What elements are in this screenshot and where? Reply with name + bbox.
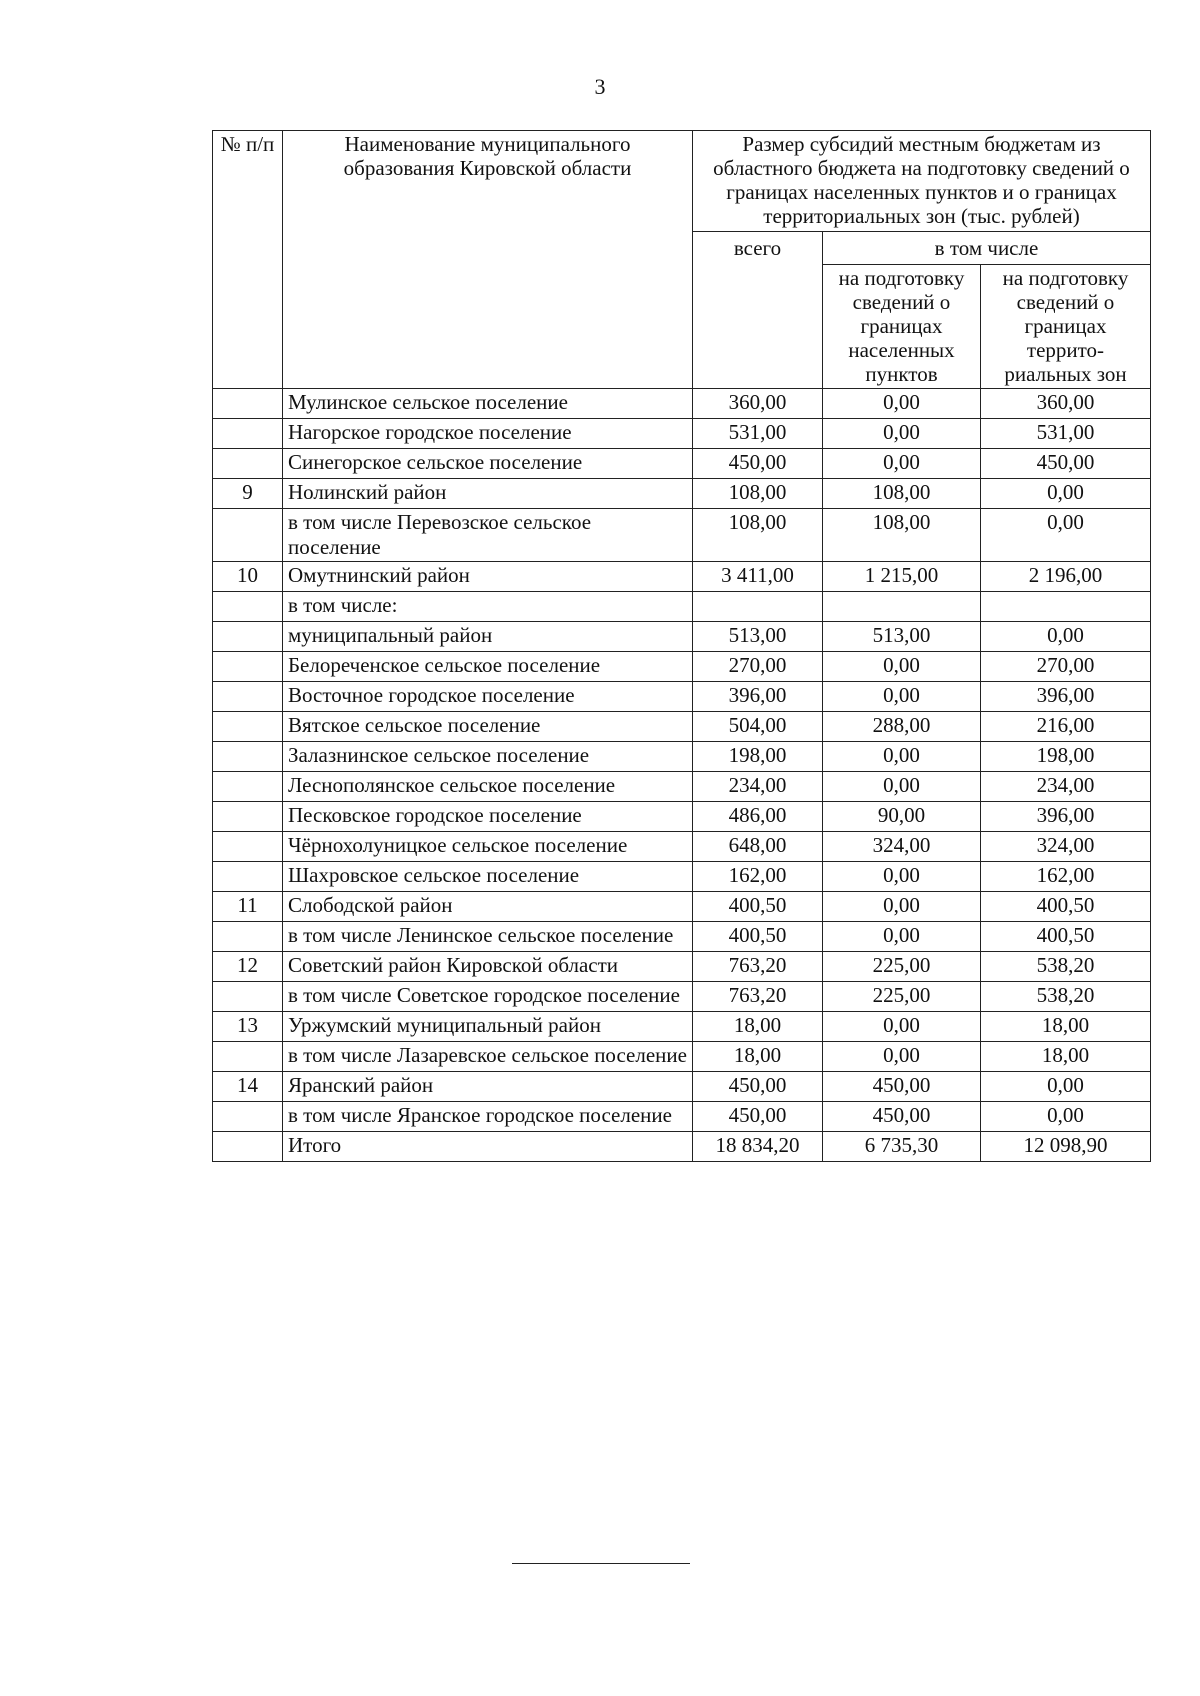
header-settlements: на подготовку сведений о границах населенных пунктов: [823, 264, 981, 389]
cell-name: Слободской район: [283, 891, 693, 921]
cell-total: 763,20: [693, 981, 823, 1011]
cell-zones: 162,00: [981, 861, 1151, 891]
table-row: [213, 449, 1151, 479]
table-row: [213, 801, 1151, 831]
cell-num: [213, 449, 283, 479]
cell-name: муниципальный район: [283, 621, 693, 651]
cell-settlements: 108,00: [823, 509, 981, 561]
table-row: [213, 921, 1151, 951]
table-row: [213, 951, 1151, 981]
cell-name: в том числе Ленинское сельское поселение: [283, 921, 693, 951]
cell-zones: 324,00: [981, 831, 1151, 861]
table-row: [213, 861, 1151, 891]
cell-zones: 270,00: [981, 651, 1151, 681]
cell-num: [213, 801, 283, 831]
cell-settlements: 0,00: [823, 1041, 981, 1071]
cell-zones: 18,00: [981, 1011, 1151, 1041]
cell-num: [213, 771, 283, 801]
cell-num: 13: [213, 1011, 283, 1041]
cell-name: в том числе Советское городское поселение: [283, 981, 693, 1011]
cell-settlements: 450,00: [823, 1101, 981, 1131]
table-row: [213, 681, 1151, 711]
cell-num: [213, 1041, 283, 1071]
cell-settlements: 0,00: [823, 861, 981, 891]
cell-num: 9: [213, 479, 283, 509]
subsidy-table: [212, 130, 1151, 1162]
cell-num: [213, 861, 283, 891]
cell-zones: [981, 591, 1151, 621]
cell-settlements: 0,00: [823, 681, 981, 711]
cell-num: [213, 711, 283, 741]
cell-zones: 0,00: [981, 509, 1151, 561]
table-row: [213, 419, 1151, 449]
cell-total: 198,00: [693, 741, 823, 771]
cell-settlements: 0,00: [823, 771, 981, 801]
cell-name: Чёрнохолуницкое сельское поселение: [283, 831, 693, 861]
header-including: в том числе: [823, 231, 1151, 264]
cell-total: 531,00: [693, 419, 823, 449]
cell-zones: 2 196,00: [981, 561, 1151, 591]
cell-total: 18,00: [693, 1011, 823, 1041]
cell-name: Мулинское сельское поселение: [283, 389, 693, 419]
cell-total: 400,50: [693, 891, 823, 921]
cell-settlements: 90,00: [823, 801, 981, 831]
table-row: [213, 1071, 1151, 1101]
cell-name: Яранский район: [283, 1071, 693, 1101]
cell-zones: 12 098,90: [981, 1131, 1151, 1161]
cell-name: Песковское городское поселение: [283, 801, 693, 831]
table-row: [213, 1011, 1151, 1041]
cell-zones: 234,00: [981, 771, 1151, 801]
cell-name: в том числе Перевозское сельское поселение: [283, 509, 693, 561]
cell-num: [213, 681, 283, 711]
cell-zones: 396,00: [981, 801, 1151, 831]
cell-num: [213, 419, 283, 449]
table-row: [213, 891, 1151, 921]
cell-zones: 538,20: [981, 981, 1151, 1011]
cell-name: Вятское сельское поселение: [283, 711, 693, 741]
table-body: [213, 389, 1151, 1161]
cell-settlements: 324,00: [823, 831, 981, 861]
cell-total: 450,00: [693, 1101, 823, 1131]
cell-total: 513,00: [693, 621, 823, 651]
cell-total: [693, 591, 823, 621]
cell-name: Леснополянское сельское поселение: [283, 771, 693, 801]
cell-num: [213, 591, 283, 621]
header-zones: на подготовку сведений о границах террито-риальных зон: [981, 264, 1151, 389]
table-row: [213, 561, 1151, 591]
cell-num: [213, 389, 283, 419]
cell-num: 10: [213, 561, 283, 591]
cell-total: 3 411,00: [693, 561, 823, 591]
cell-name: Омутнинский район: [283, 561, 693, 591]
table-row: [213, 621, 1151, 651]
header-name: Наименование муниципального образования Кировской области: [283, 131, 693, 389]
cell-num: [213, 651, 283, 681]
cell-total: 486,00: [693, 801, 823, 831]
cell-total: 450,00: [693, 1071, 823, 1101]
cell-zones: 450,00: [981, 449, 1151, 479]
cell-zones: 400,50: [981, 921, 1151, 951]
cell-num: 11: [213, 891, 283, 921]
cell-settlements: 513,00: [823, 621, 981, 651]
cell-settlements: 288,00: [823, 711, 981, 741]
cell-settlements: 225,00: [823, 951, 981, 981]
cell-name: Нагорское городское поселение: [283, 419, 693, 449]
cell-name: Итого: [283, 1131, 693, 1161]
table-row: [213, 981, 1151, 1011]
cell-name: Восточное городское поселение: [283, 681, 693, 711]
cell-settlements: [823, 591, 981, 621]
table-row: [213, 1041, 1151, 1071]
cell-settlements: 0,00: [823, 1011, 981, 1041]
cell-name: в том числе Яранское городское поселение: [283, 1101, 693, 1131]
table-row: [213, 509, 1151, 561]
cell-num: [213, 1131, 283, 1161]
cell-zones: 0,00: [981, 479, 1151, 509]
cell-name: Залазнинское сельское поселение: [283, 741, 693, 771]
cell-total: 234,00: [693, 771, 823, 801]
cell-total: 400,50: [693, 921, 823, 951]
cell-zones: 198,00: [981, 741, 1151, 771]
cell-settlements: 1 215,00: [823, 561, 981, 591]
header-size: Размер субсидий местным бюджетам из областного бюджета на подготовку сведений о границах населенных пунктов и о границах территориальных зон (тыс. рублей): [693, 131, 1151, 232]
cell-settlements: 0,00: [823, 389, 981, 419]
cell-settlements: 225,00: [823, 981, 981, 1011]
table-row: [213, 1101, 1151, 1131]
cell-settlements: 0,00: [823, 921, 981, 951]
cell-zones: 400,50: [981, 891, 1151, 921]
cell-num: [213, 621, 283, 651]
table-row: [213, 711, 1151, 741]
table-row: [213, 831, 1151, 861]
cell-total: 763,20: [693, 951, 823, 981]
cell-name: Белореченское сельское поселение: [283, 651, 693, 681]
cell-name: в том числе Лазаревское сельское поселение: [283, 1041, 693, 1071]
table-row: [213, 1131, 1151, 1161]
cell-num: 12: [213, 951, 283, 981]
cell-zones: 360,00: [981, 389, 1151, 419]
cell-total: 18 834,20: [693, 1131, 823, 1161]
table-row: [213, 741, 1151, 771]
cell-total: 18,00: [693, 1041, 823, 1071]
cell-name: Уржумский муниципальный район: [283, 1011, 693, 1041]
cell-zones: 0,00: [981, 1071, 1151, 1101]
table-row: [213, 591, 1151, 621]
page-number: 3: [594, 74, 606, 99]
table-row: [213, 651, 1151, 681]
cell-settlements: 6 735,30: [823, 1131, 981, 1161]
table-row: [213, 389, 1151, 419]
cell-name: в том числе:: [283, 591, 693, 621]
cell-num: [213, 831, 283, 861]
cell-settlements: 450,00: [823, 1071, 981, 1101]
cell-name: Шахровское сельское поселение: [283, 861, 693, 891]
cell-total: 108,00: [693, 509, 823, 561]
cell-settlements: 0,00: [823, 891, 981, 921]
cell-settlements: 0,00: [823, 651, 981, 681]
cell-name: Синегорское сельское поселение: [283, 449, 693, 479]
cell-total: 162,00: [693, 861, 823, 891]
cell-num: [213, 921, 283, 951]
table-row: [213, 771, 1151, 801]
cell-settlements: 108,00: [823, 479, 981, 509]
cell-num: [213, 981, 283, 1011]
cell-total: 648,00: [693, 831, 823, 861]
header-total: всего: [693, 231, 823, 389]
header-num: № п/п: [213, 131, 283, 389]
cell-num: 14: [213, 1071, 283, 1101]
cell-settlements: 0,00: [823, 419, 981, 449]
cell-total: 108,00: [693, 479, 823, 509]
cell-total: 360,00: [693, 389, 823, 419]
table-row: [213, 479, 1151, 509]
cell-zones: 538,20: [981, 951, 1151, 981]
cell-num: [213, 741, 283, 771]
cell-zones: 0,00: [981, 621, 1151, 651]
cell-name: Нолинский район: [283, 479, 693, 509]
cell-zones: 396,00: [981, 681, 1151, 711]
cell-total: 270,00: [693, 651, 823, 681]
cell-zones: 18,00: [981, 1041, 1151, 1071]
cell-total: 450,00: [693, 449, 823, 479]
cell-zones: 531,00: [981, 419, 1151, 449]
cell-total: 504,00: [693, 711, 823, 741]
cell-settlements: 0,00: [823, 449, 981, 479]
cell-zones: 0,00: [981, 1101, 1151, 1131]
table-header: [213, 131, 1151, 389]
cell-num: [213, 1101, 283, 1131]
cell-name: Советский район Кировской области: [283, 951, 693, 981]
cell-num: [213, 509, 283, 561]
cell-total: 396,00: [693, 681, 823, 711]
cell-zones: 216,00: [981, 711, 1151, 741]
cell-settlements: 0,00: [823, 741, 981, 771]
end-divider: [512, 1563, 690, 1564]
